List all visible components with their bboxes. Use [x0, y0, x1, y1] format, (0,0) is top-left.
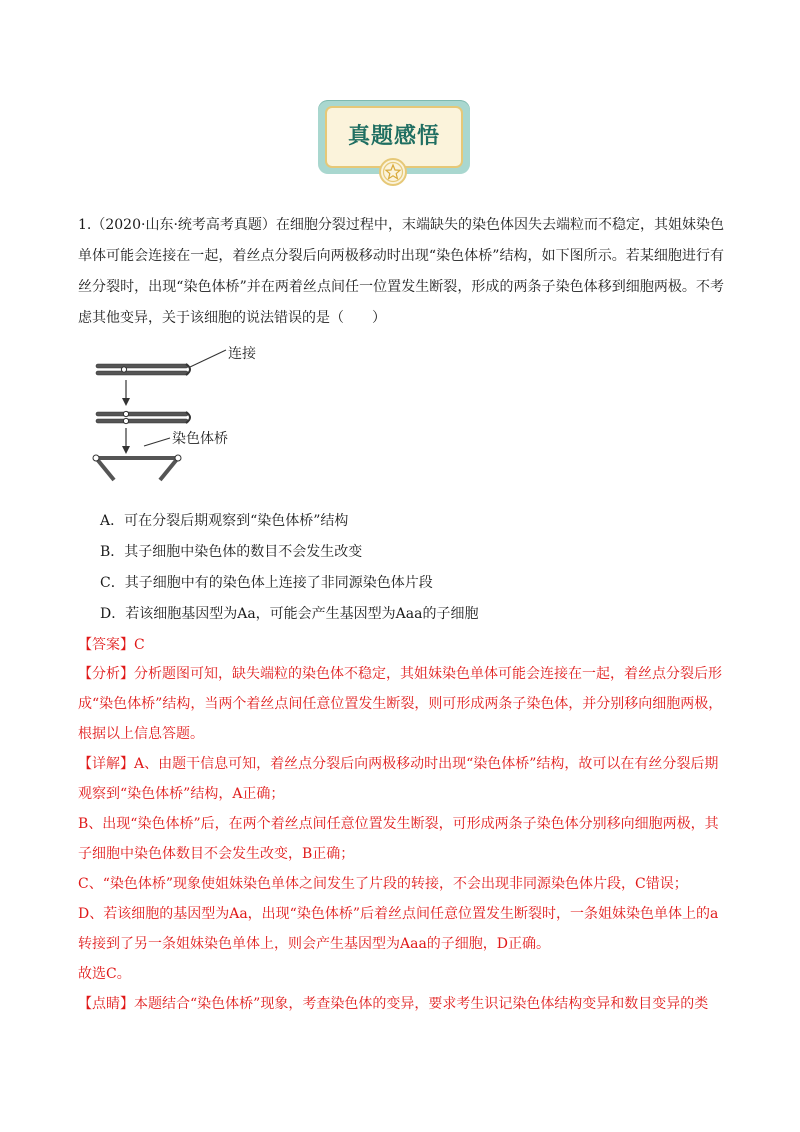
option-b: B．其子细胞中染色体的数目不会发生改变 — [100, 544, 363, 560]
analysis-text: 【分析】分析题图可知，缺失端粒的染色体不稳定，其姐妹染色单体可能会连接在一起，着丝点分裂后形成“染色体桥”结构，当两个着丝点间任意位置发生断裂，则可形成两条子染色体，并分别移向细胞两极，根据以上信息答题。 — [78, 666, 723, 742]
star-medal-icon — [376, 156, 410, 186]
chromosome-bridge-figure — [86, 340, 266, 488]
figure-step-2 — [96, 411, 190, 423]
option-d: D．若该细胞基因型为Aa，可能会产生基因型为Aaa的子细胞 — [100, 606, 479, 622]
arrow-down-icon — [122, 428, 130, 454]
arrow-down-icon — [122, 380, 130, 406]
banner-title: 真题感悟 — [347, 124, 440, 149]
label-connection: 连接 — [228, 346, 256, 362]
detail-d: D、若该细胞的基因型为Aa，出现“染色体桥”后着丝点间任意位置发生断裂时，一条姐妹染色单体上的a转接到了另一条姐妹染色单体上，则会产生基因型为Aaa的子细胞，D正确。 — [78, 906, 719, 952]
question-body: （2020·山东·统考高考真题）在细胞分裂过程中，末端缺失的染色体因失去端粒而不稳定，其姐妹染色单体可能会连接在一起，着丝点分裂后向两极移动时出现“染色体桥”结构，如下图所示。若某细胞进行有丝分裂时，出现“染色体桥”并在两着丝点间任一位置发生断裂，形成的两条子染色体移到细胞两极。不考虑其他变异，关于该细胞的说法错误的是（ ） — [78, 217, 724, 326]
detail-a: 【详解】A、由题干信息可知，着丝点分裂后向两极移动时出现“染色体桥”结构，故可以在有丝分裂后期观察到“染色体桥”结构，A正确； — [78, 756, 719, 802]
figure-step-1 — [96, 350, 226, 375]
bridge-label-leader — [144, 438, 170, 446]
comment-text: 【点睛】本题结合“染色体桥”现象，考查染色体的变异，要求考生识记染色体结构变异和数目变异的类 — [78, 996, 709, 1012]
detail-c: C、“染色体桥”现象使姐妹染色单体之间发生了片段的转接，不会出现非同源染色体片段，C错误； — [78, 876, 688, 892]
answer-line: 【答案】C — [78, 637, 145, 653]
section-banner — [318, 100, 470, 186]
figure-step-3 — [93, 455, 181, 480]
question-text — [78, 210, 724, 334]
choose-line: 故选C。 — [78, 966, 131, 982]
label-chromosome-bridge: 染色体桥 — [172, 431, 228, 447]
option-c: C．其子细胞中有的染色体上连接了非同源染色体片段 — [100, 575, 433, 591]
option-a: A．可在分裂后期观察到“染色体桥”结构 — [100, 513, 349, 529]
detail-b: B、出现“染色体桥”后，在两个着丝点间任意位置发生断裂，可形成两条子染色体分别移向细胞两极，其子细胞中染色体数目不会发生改变，B正确； — [78, 816, 719, 862]
question-number: 1. — [78, 217, 92, 233]
